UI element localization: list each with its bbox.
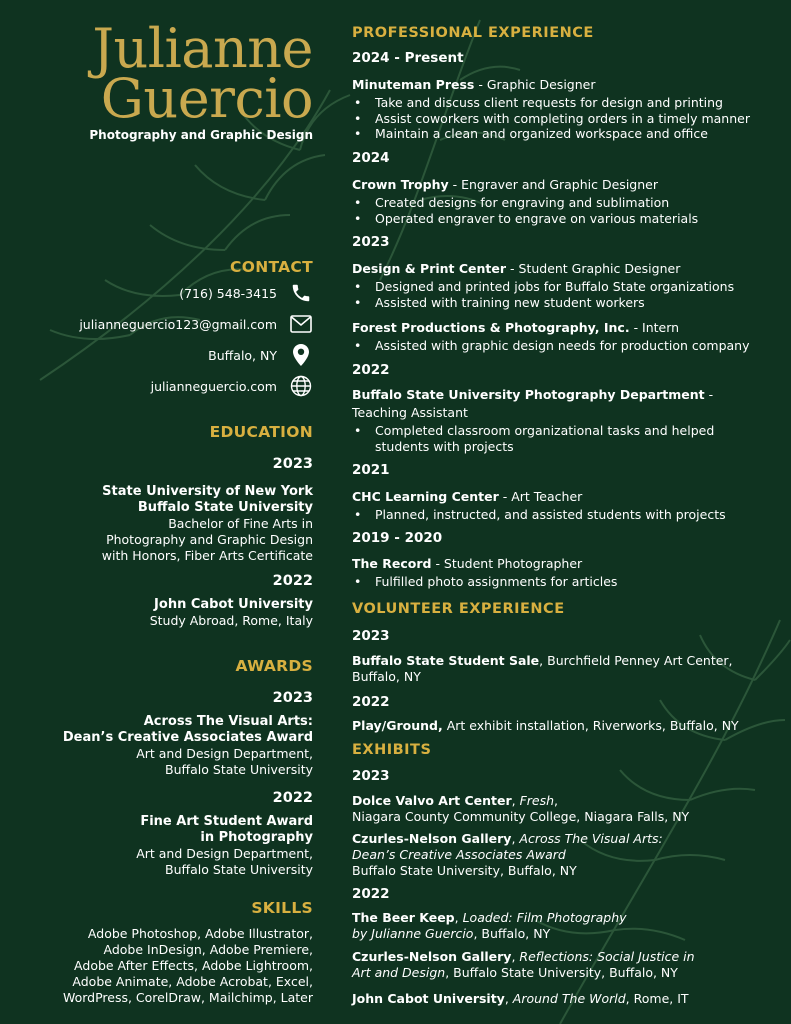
volunteer-entry — [352, 718, 777, 734]
year-label: 2023 — [352, 628, 390, 644]
job-entry — [352, 489, 777, 523]
email-text: julianneguercio123@gmail.com — [79, 316, 277, 332]
exhibit-entry — [352, 949, 777, 981]
education-heading: EDUCATION — [209, 423, 313, 441]
degree-text: Study Abroad, Rome, Italy — [149, 613, 313, 628]
location-pin-icon — [289, 343, 313, 367]
location-text: Buffalo, NY — [208, 347, 277, 363]
contact-heading: CONTACT — [230, 258, 313, 276]
job-role: - Art Teacher — [498, 489, 583, 504]
exhibits-heading: EXHIBITS — [352, 742, 432, 758]
job-role: - Student Graphic Designer — [506, 261, 681, 276]
job-entry — [352, 77, 777, 142]
year-label: 2022 — [352, 886, 390, 902]
separator: , — [454, 910, 463, 925]
award-title: Fine Art Student Award — [140, 814, 313, 829]
award-desc: Buffalo State University — [165, 762, 313, 777]
volunteer-heading: VOLUNTEER EXPERIENCE — [352, 601, 565, 617]
job-role-dash: - — [704, 387, 714, 402]
volunteer-detail: Buffalo, NY — [352, 669, 421, 684]
show-title: by Julianne Guercio — [352, 926, 474, 941]
show-title: Dean’s Creative Associates Award — [352, 847, 566, 862]
award-year: 2023 — [272, 690, 313, 706]
volunteer-org: Buffalo State Student Sale — [352, 653, 540, 668]
year-label: 2019 - 2020 — [352, 530, 443, 546]
volunteer-detail: , Burchfield Penney Art Center, — [539, 653, 733, 668]
school-name: Buffalo State University — [137, 500, 313, 515]
skills-heading: SKILLS — [251, 899, 313, 917]
job-role: - Intern — [629, 320, 680, 335]
separator: , — [511, 949, 520, 964]
year-label: 2024 — [352, 150, 390, 166]
show-title: Fresh — [519, 793, 555, 808]
venue: Dolce Valvo Art Center — [352, 793, 512, 808]
venue: The Beer Keep — [352, 910, 455, 925]
duty-bullet: • Completed classroom organizational tasks and helped students with projects — [352, 423, 755, 454]
job-entry — [352, 556, 777, 590]
awards-heading: AWARDS — [235, 657, 313, 675]
duty-bullet: • Assisted with training new student workers — [352, 295, 777, 311]
employer: Crown Trophy — [352, 177, 449, 192]
last-name: Guercio — [100, 67, 313, 130]
year-label: 2024 - Present — [352, 50, 464, 66]
exhibit-entry — [352, 831, 777, 879]
volunteer-detail: Art exhibit installation, Riverworks, Buffalo, NY — [442, 718, 739, 733]
venue-detail: , Buffalo State University, Buffalo, NY — [445, 965, 678, 980]
year-label: 2022 — [352, 362, 390, 378]
duty-bullet: • Maintain a clean and organized workspace and office — [352, 126, 777, 142]
contact-location — [208, 343, 313, 367]
globe-icon — [289, 374, 313, 398]
award-item — [13, 690, 313, 778]
show-title: Across The Visual Arts: — [519, 831, 663, 846]
employer: Forest Productions & Photography, Inc. — [352, 320, 630, 335]
employer: CHC Learning Center — [352, 489, 499, 504]
award-desc: Buffalo State University — [165, 862, 313, 877]
tagline: Photography and Graphic Design — [89, 128, 313, 142]
phone-text: (716) 548-3415 — [179, 285, 277, 301]
award-title: Dean’s Creative Associates Award — [62, 730, 313, 745]
duty-bullet: • Assisted with graphic design needs for production company — [352, 338, 777, 354]
exhibit-entry — [352, 910, 777, 942]
job-entry — [352, 177, 777, 226]
duty-bullet: • Assist coworkers with completing orders in a timely manner — [352, 111, 777, 127]
year-label: 2022 — [352, 694, 390, 710]
school-name: John Cabot University — [154, 597, 313, 612]
venue: Czurles-Nelson Gallery — [352, 949, 512, 964]
job-entry — [352, 387, 777, 454]
school-name: State University of New York — [102, 484, 313, 499]
award-desc: Art and Design Department, — [136, 846, 313, 861]
show-title: Art and Design — [352, 965, 446, 980]
skills-line: Adobe Photoshop, Adobe Illustrator, — [87, 926, 313, 941]
volunteer-entry — [352, 653, 777, 685]
first-name: Julianne — [92, 17, 313, 80]
degree-text: Bachelor of Fine Arts in — [168, 516, 313, 531]
separator: , — [511, 793, 520, 808]
duty-bullet: • Planned, instructed, and assisted students with projects — [352, 507, 777, 523]
contact-website — [151, 374, 313, 398]
education-item — [13, 573, 313, 629]
exhibit-entry — [352, 991, 777, 1007]
professional-heading: PROFESSIONAL EXPERIENCE — [352, 25, 594, 41]
award-desc: Art and Design Department, — [136, 746, 313, 761]
job-role: - Engraver and Graphic Designer — [448, 177, 658, 192]
job-entry — [352, 320, 777, 354]
employer: The Record — [352, 556, 432, 571]
duty-bullet: • Take and discuss client requests for design and printing — [352, 95, 777, 111]
year-label: 2023 — [352, 234, 390, 250]
degree-text: Photography and Graphic Design — [106, 532, 313, 547]
website-text: julianneguercio.com — [150, 378, 277, 394]
award-title: in Photography — [200, 830, 313, 845]
skills-line: WordPress, CorelDraw, Mailchimp, Later — [62, 990, 313, 1005]
job-role: Teaching Assistant — [352, 405, 468, 420]
duty-bullet: • Created designs for engraving and sublimation — [352, 195, 777, 211]
skills-list — [13, 926, 313, 1006]
contact-phone — [179, 281, 313, 305]
venue-detail: , Rome, IT — [625, 991, 689, 1006]
contact-email — [79, 312, 313, 336]
separator: , — [504, 991, 513, 1006]
volunteer-org: Play/Ground, — [352, 718, 443, 733]
award-item — [13, 790, 313, 878]
venue-detail: , Buffalo, NY — [473, 926, 551, 941]
duty-bullet: • Fulfilled photo assignments for articles — [352, 574, 777, 590]
employer: Design & Print Center — [352, 261, 507, 276]
show-title: Reflections: Social Justice in — [519, 949, 695, 964]
show-title: Around The World — [512, 991, 626, 1006]
education-item — [13, 456, 313, 564]
job-entry — [352, 261, 777, 310]
award-title: Across The Visual Arts: — [143, 714, 313, 729]
duty-bullet: • Operated engraver to engrave on various materials — [352, 211, 777, 227]
venue-detail: Buffalo State University, Buffalo, NY — [352, 863, 577, 878]
separator: , — [554, 793, 559, 808]
skills-line: Adobe Animate, Adobe Acrobat, Excel, — [72, 974, 313, 989]
show-title: Loaded: Film Photography — [462, 910, 627, 925]
venue: John Cabot University — [352, 991, 505, 1006]
person-name — [0, 17, 313, 130]
education-year: 2022 — [272, 573, 313, 589]
exhibit-entry — [352, 793, 777, 825]
award-year: 2022 — [272, 790, 313, 806]
year-label: 2021 — [352, 462, 390, 478]
venue: Czurles-Nelson Gallery — [352, 831, 512, 846]
phone-icon — [289, 281, 313, 305]
job-role: - Student Photographer — [431, 556, 583, 571]
employer: Buffalo State University Photography Department — [352, 387, 705, 402]
degree-text: with Honors, Fiber Arts Certificate — [101, 548, 313, 563]
employer: Minuteman Press — [352, 77, 475, 92]
separator: , — [511, 831, 520, 846]
skills-line: Adobe After Effects, Adobe Lightroom, — [74, 958, 313, 973]
skills-line: Adobe InDesign, Adobe Premiere, — [103, 942, 313, 957]
envelope-icon — [289, 312, 313, 336]
duty-bullet: • Designed and printed jobs for Buffalo State organizations — [352, 279, 777, 295]
year-label: 2023 — [352, 768, 390, 784]
venue-detail: Niagara County Community College, Niagara Falls, NY — [352, 809, 690, 824]
education-year: 2023 — [272, 456, 313, 472]
job-role: - Graphic Designer — [474, 77, 596, 92]
